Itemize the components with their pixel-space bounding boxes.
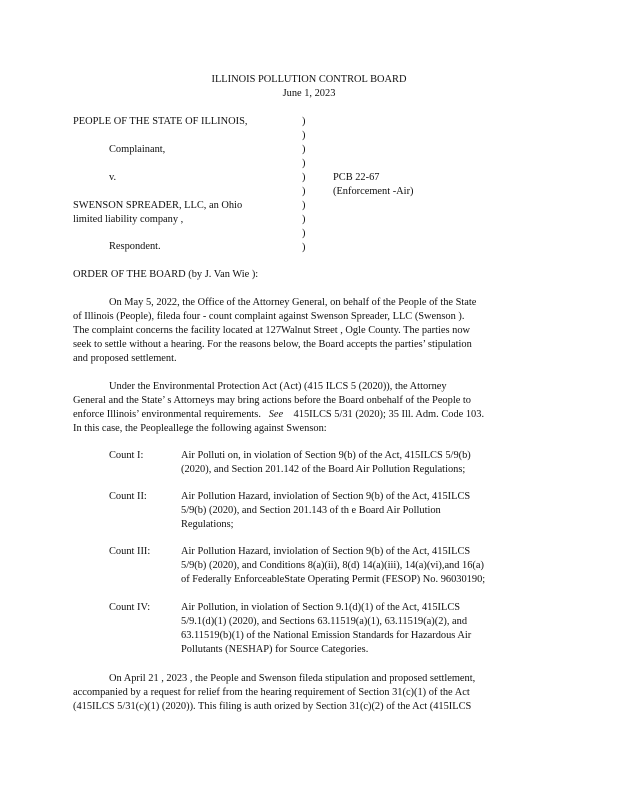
paren-mark: ) <box>302 116 306 127</box>
paragraph-line: Under the Environmental Protection Act (Act) (415 ILCS 5 (2020)), the Attorney <box>109 381 447 392</box>
count-line: Pollutants (NESHAP) for Source Categories. <box>181 644 369 655</box>
count-line: 5/9.1(d)(1) (2020), and Sections 63.11519(a)(1), 63.11519(a)(2), and <box>181 616 468 627</box>
paragraph-line: On May 5, 2022, the Office of the Attorney General, on behalf of the People of the State <box>109 297 477 308</box>
board-title: ILLINOIS POLLUTION CONTROL BOARD <box>211 74 407 85</box>
enforce-text: enforce Illinois’ environmental requirements. <box>73 409 261 420</box>
count-description <box>181 601 517 657</box>
complainant-label: Complainant, <box>109 144 166 155</box>
versus-label: v. <box>109 172 117 183</box>
see-citation-signal: See <box>268 409 284 420</box>
paren-mark: ) <box>302 186 306 197</box>
paragraph-line: of Illinois (People), fileda four - count complaint against Swenson Spreader, LLC (Swenson ). <box>73 311 465 322</box>
case-type: (Enforcement -Air) <box>333 186 414 197</box>
paragraph-1 <box>73 296 534 366</box>
paragraph-line: (415ILCS 5/31(c)(1) (2020)). This filing is auth orized by Section 31(c)(2) of the Act (415ILCS <box>73 701 472 712</box>
caption-divider <box>302 115 305 255</box>
count-label: Count IV: <box>109 602 151 613</box>
paren-mark: ) <box>302 158 306 169</box>
count-line: 5/9(b) (2020), and Section 201.143 of th e Board Air Pollution <box>181 505 441 516</box>
paragraph-line: and proposed settlement. <box>73 353 177 364</box>
respondent-name-line1: SWENSON SPREADER, LLC, an Ohio <box>73 200 243 211</box>
count-label: Count III: <box>109 546 151 557</box>
paragraph-line: In this case, the Peopleallege the following against Swenson: <box>73 423 327 434</box>
count-description <box>181 545 517 587</box>
count-line: of Federally EnforceableState Operating Permit (FESOP) No. 96030190; <box>181 574 486 585</box>
paragraph-line <box>73 408 534 422</box>
plaintiff-name: PEOPLE OF THE STATE OF ILLINOIS, <box>73 116 248 127</box>
count-line: (2020), and Section 201.142 of the Board Air Pollution Regulations; <box>181 464 466 475</box>
count-line: Air Polluti on, in violation of Section 9(b) of the Act, 415ILCS 5/9(b) <box>181 450 471 461</box>
paren-mark: ) <box>302 228 306 239</box>
count-line: Air Pollution Hazard, inviolation of Section 9(b) of the Act, 415ILCS <box>181 491 471 502</box>
count-line: Air Pollution, in violation of Section 9.1(d)(1) of the Act, 415ILCS <box>181 602 461 613</box>
respondent-name-line2: limited liability company , <box>73 214 184 225</box>
paren-mark: ) <box>302 242 306 253</box>
paren-mark: ) <box>302 144 306 155</box>
paragraph-2 <box>73 380 534 436</box>
paragraph-line: General and the State’ s Attorneys may bring actions before the Board onbehalf of the People to <box>73 395 471 406</box>
count-line: Air Pollution Hazard, inviolation of Section 9(b) of the Act, 415ILCS <box>181 546 471 557</box>
count-description <box>181 490 517 532</box>
paragraph-line: seek to settle without a hearing. For the reasons below, the Board accepts the parties’ stipulation <box>73 339 472 350</box>
paren-mark: ) <box>302 214 306 225</box>
document-date: June 1, 2023 <box>282 88 336 99</box>
paren-mark: ) <box>302 172 306 183</box>
count-line: Regulations; <box>181 519 234 530</box>
paragraph-line: The complaint concerns the facility located at 127Walnut Street , Ogle County. The parties now <box>73 325 471 336</box>
paren-mark: ) <box>302 130 306 141</box>
paragraph-3 <box>73 672 534 714</box>
count-line: 5/9(b) (2020), and Conditions 8(a)(ii), 8(d) 14(a)(iii), 14(a)(vi),and 16(a) <box>181 560 484 571</box>
paren-mark: ) <box>302 200 306 211</box>
statute-citation: 415ILCS 5/31 (2020); 35 Ill. Adm. Code 103. <box>293 409 485 420</box>
paragraph-line: On April 21 , 2023 , the People and Swenson fileda stipulation and proposed settlement, <box>109 673 476 684</box>
paragraph-line: accompanied by a request for relief from the hearing requirement of Section 31(c)(1) of the Act <box>73 687 470 698</box>
respondent-label: Respondent. <box>109 241 161 252</box>
count-label: Count I: <box>109 450 144 461</box>
count-label: Count II: <box>109 491 147 502</box>
count-description <box>181 449 517 477</box>
order-heading: ORDER OF THE BOARD (by J. Van Wie ): <box>73 269 259 280</box>
case-number: PCB 22-67 <box>333 172 380 183</box>
count-line: 63.11519(b)(1) of the National Emission Standards for Hazardous Air <box>181 630 472 641</box>
